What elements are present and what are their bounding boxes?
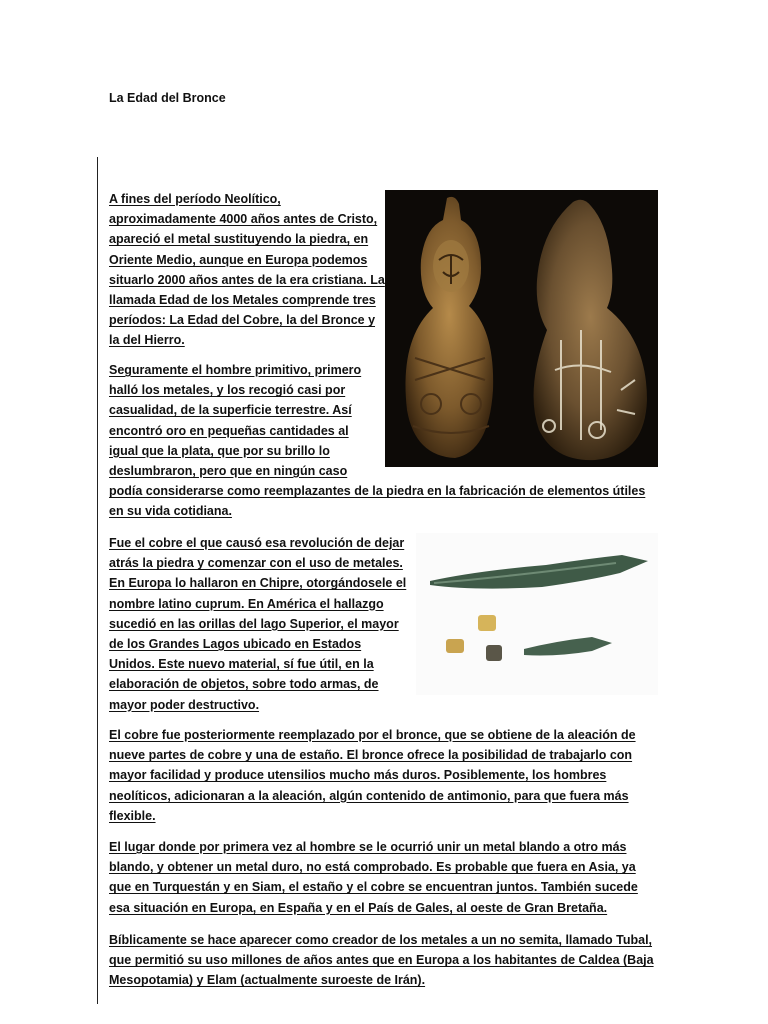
- paragraph-tubal: Bíblicamente se hace aparecer como creador de los metales a un no semita, llamado Tubal, que permitió su uso millones de años antes que en Europa a los habitantes de Caldea (Baja Mesopotamia) y Elam (actualmente suroeste de Irán).: [109, 933, 654, 988]
- margin-rule: [97, 157, 98, 1004]
- document-title: La Edad del Bronce: [109, 91, 226, 105]
- paragraph-copper: Fue el cobre el que causó esa revolución de dejar atrás la piedra y comenzar con el uso de metales. En Europa lo hallaron en Chipre, otorgándosele el nombre latino cuprum. En América el hallazgo sucedió en las orillas del lago Superior, el mayor de los Grandes Lagos ubicado en Estados Unidos. Este nuevo material, sí fue útil, en la elaboración de objetos, sobre todo armas, de mayor poder destructivo.: [109, 536, 407, 712]
- copper-artifacts-photo: [416, 533, 658, 695]
- paragraph-bronze-alloy: El cobre fue posteriormente reemplazado por el bronce, que se obtiene de la aleación de nueve partes de cobre y una de estaño. El bronce ofrece la posibilidad de trabajarlo con mayor facilidad y produce utensilios mucho más duros. Posiblemente, los hombres neolíticos, adicionaran a la aleación, algún contenido de antimonio, para que fuera más flexible.: [109, 728, 636, 823]
- paragraph-primitive-man: Seguramente el hombre primitivo, primero halló los metales, y los recogió casi por casualidad, de la superficie terrestre. Así encontró oro en pequeñas cantidades al igual que la plata, que por su brillo lo deslumbraron, pero que en ningún caso podía considerarse como reemplazantes de la piedra en la fabricación de elementos útiles en su vida cotidiana.: [109, 360, 649, 522]
- paragraph-origin: El lugar donde por primera vez al hombre se le ocurrió unir un metal blando a otro más blando, y obtener un metal duro, no está comprobado. Es probable que fuera en Asia, ya que en Turquestán y en Siam, el estaño y el cobre se encuentran juntos. También sucede esa situación en Europa, en España y en el País de Gales, al oeste de Gran Bretaña.: [109, 840, 638, 915]
- image-wrap-spacer: [367, 360, 649, 464]
- paragraph-neolithic: A fines del período Neolítico, aproximadamente 4000 años antes de Cristo, apareció el metal sustituyendo la piedra, en Oriente Medio, aunque en Europa podemos situarlo 2000 años antes de la era cristiana. La llamada Edad de los Metales comprende tres períodos: La Edad del Cobre, la del Bronce y la del Hierro.: [109, 192, 385, 348]
